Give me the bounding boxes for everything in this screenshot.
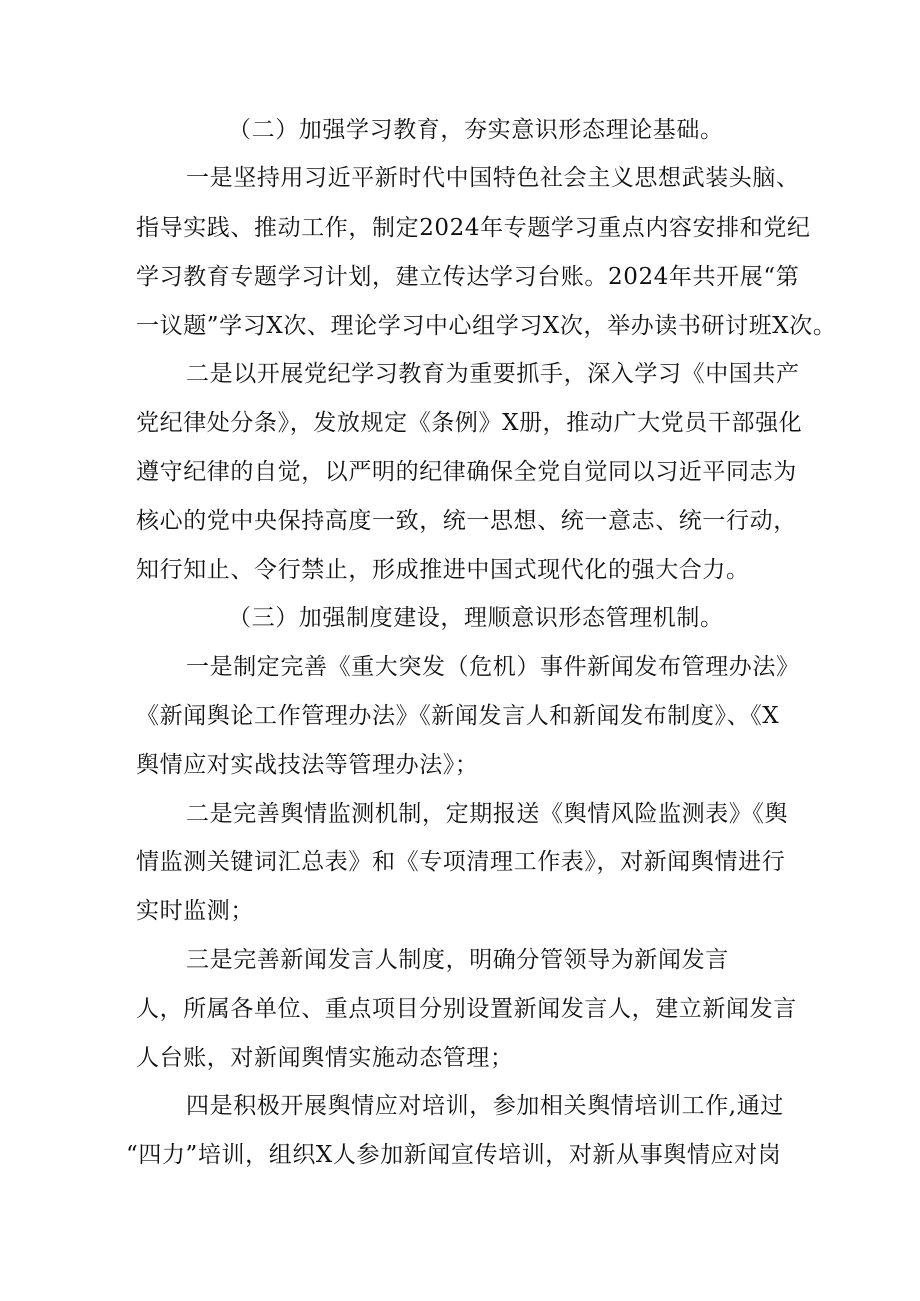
paragraph-line: 二是以开展党纪学习教育为重要抓手，深入学习《中国共产 (186, 361, 800, 387)
paragraph-line: 三是完善新闻发言人制度，明确分管领导为新闻发言 (186, 947, 729, 973)
paragraph-line: 一是坚持用习近平新时代中国特色社会主义思想武装头脑、 (186, 165, 800, 191)
paragraph-line: 《新闻舆论工作管理办法》《新闻发言人和新闻发布制度》、《X (136, 703, 780, 729)
paragraph-line: 党纪律处分条》，发放规定《条例》X册，推动广大党员干部强化 (136, 410, 803, 436)
paragraph-line: 四是积极开展舆情应对培训，参加相关舆情培训工作,通过 (186, 1093, 784, 1119)
paragraph-line: “四力”培训，组织X人参加新闻宣传培训，对新从事舆情应对岗 (126, 1142, 782, 1168)
section-heading-3: （三）加强制度建设，理顺意识形态管理机制。 (228, 605, 724, 631)
paragraph-line: 人台账，对新闻舆情实施动态管理； (136, 1045, 514, 1071)
paragraph-line: 情监测关键词汇总表》和《专项清理工作表》，对新闻舆情进行 (136, 849, 786, 875)
paragraph-line: 舆情应对实战技法等管理办法》； (136, 752, 479, 778)
paragraph-line: 实时监测； (136, 898, 254, 924)
paragraph-line: 人，所属各单位、重点项目分别设置新闻发言人，建立新闻发言 (136, 996, 797, 1022)
paragraph-line: 一议题”学习X次、理论学习中心组学习X次，举办读书研讨班X次。 (136, 313, 837, 339)
section-heading-2: （二）加强学习教育，夯实意识形态理论基础。 (228, 117, 724, 143)
paragraph-line: 知行知止、令行禁止，形成推进中国式现代化的强大合力。 (136, 557, 750, 583)
paragraph-line: 指导实践、推动工作，制定2024年专题学习重点内容安排和党纪 (136, 215, 811, 241)
paragraph-line: 学习教育专题学习计划，建立传达学习台账。2024年共开展“第 (136, 264, 800, 290)
paragraph-line: 二是完善舆情监测机制，定期报送《舆情风险监测表》《舆 (186, 801, 789, 827)
paragraph-line: 核心的党中央保持高度一致，统一思想、统一意志、统一行动， (136, 508, 797, 534)
paragraph-line: 一是制定完善《重大突发（危机）事件新闻发布管理办法》 (186, 654, 800, 680)
paragraph-line: 遵守纪律的自觉，以严明的纪律确保全党自觉同以习近平同志为 (136, 459, 797, 485)
